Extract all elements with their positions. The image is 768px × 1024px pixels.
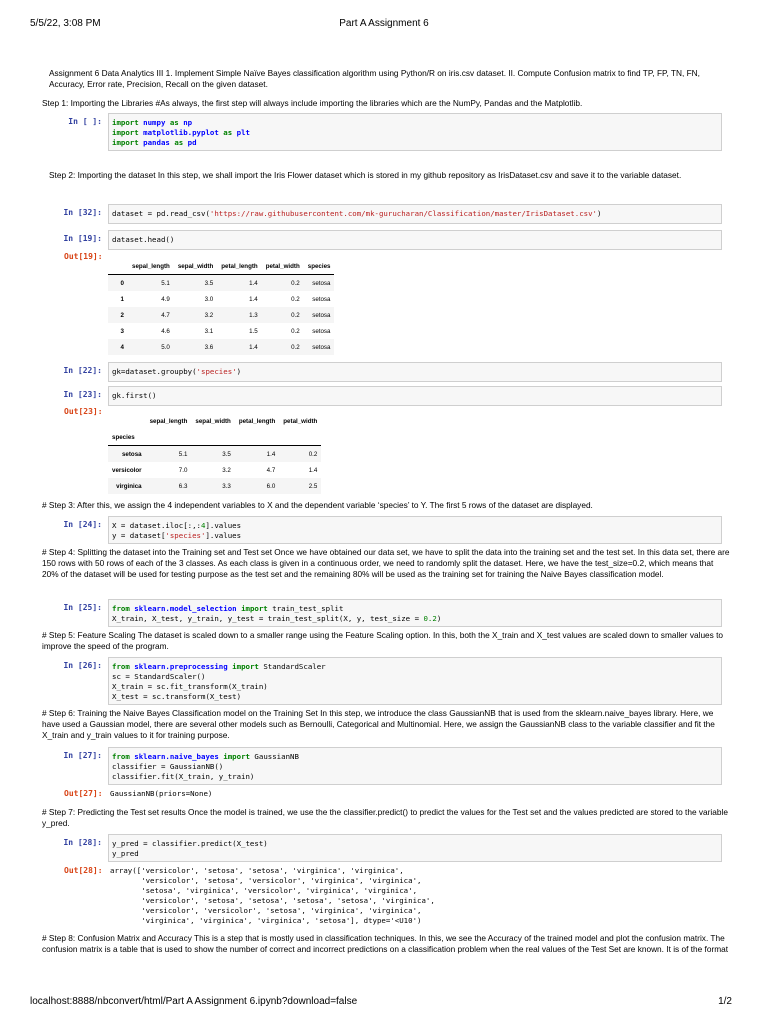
input-prompt: In [27]:	[63, 751, 102, 760]
code-line: y_pred = classifier.predict(X_test)	[112, 839, 268, 848]
code-text: ].values	[205, 531, 242, 540]
code-line: dataset.head()	[112, 235, 175, 244]
head-table-cell: setosa	[312, 327, 331, 335]
first-table-cell: 2.5	[308, 482, 318, 490]
head-table-col-header: petal_length	[221, 262, 258, 270]
first-table-cell: 1.4	[266, 450, 276, 458]
code-line	[112, 209, 718, 219]
head-table-cell: setosa	[312, 311, 331, 319]
head-table-cell: 4.6	[161, 327, 170, 335]
head-table-row-index: 0	[120, 279, 124, 287]
code-line: gk.first()	[112, 391, 157, 400]
code-cell-scaling[interactable]	[108, 657, 722, 705]
markdown-step8: # Step 8: Confusion Matrix and Accuracy This is a step that is mostly used in classification techniques. In this, we see the Accuracy of the trained model and plot the confusion matrix. The confusion matrix is a table that is used to show the number of correct and incorrect predictions on a classification problem when the real values of the Test Set are known. It is of the format	[42, 933, 729, 955]
keyword: import	[112, 128, 139, 137]
code-cell-xy[interactable]	[108, 516, 722, 544]
head-table-cell: 0.2	[291, 327, 300, 335]
code-text: y = dataset[	[112, 531, 166, 540]
head-table-cell: 1.4	[249, 295, 258, 303]
markdown-step1: Step 1: Importing the Libraries #As always, the first step will always include importing the libraries which are the NumPy, Pandas and the Matplotlib.	[42, 98, 583, 108]
code-line	[112, 128, 718, 138]
first-table-row	[108, 478, 321, 494]
head-table-cell: setosa	[312, 343, 331, 351]
head-table-cell: 0.2	[291, 311, 300, 319]
code-line	[112, 531, 718, 541]
code-line	[112, 604, 718, 614]
head-table-cell: 4.7	[161, 311, 170, 319]
head-dataframe	[108, 258, 334, 355]
input-prompt: In [19]:	[63, 234, 102, 243]
head-table-row-index: 3	[120, 327, 124, 335]
output-prompt: Out[27]:	[64, 789, 103, 798]
code-text: )	[236, 367, 242, 376]
output-prompt: Out[23]:	[64, 407, 103, 416]
head-table-cell: 3.1	[204, 327, 214, 335]
module: sklearn.model_selection	[134, 604, 237, 613]
head-table-cell: 5.0	[161, 343, 170, 351]
module: sklearn.naive_bayes	[134, 752, 219, 761]
code-text: gk=dataset.groupby(	[112, 367, 197, 376]
code-text: dataset = pd.read_csv(	[112, 209, 210, 218]
code-cell-read-csv[interactable]	[108, 204, 722, 224]
head-table-cell: 1.3	[249, 311, 258, 319]
code-line	[112, 521, 718, 531]
input-prompt: In [28]:	[63, 838, 102, 847]
code-line: X_test = sc.transform(X_test)	[112, 692, 242, 701]
input-prompt: In [25]:	[63, 603, 102, 612]
head-table-row-index: 1	[120, 295, 124, 303]
code-line: X_train = sc.fit_transform(X_train)	[112, 682, 268, 691]
markdown-intro: Assignment 6 Data Analytics III 1. Implement Simple Naïve Bayes classification algorithm using Python/R on iris.csv dataset. II. Compute Confusion matrix to find TP, FP, TN, FN, Accuracy, Error rate, Precision, Recall on the given dataset.	[49, 68, 700, 90]
module: pandas	[143, 138, 170, 147]
module: sklearn.preprocessing	[134, 662, 228, 671]
first-table-cell: 6.3	[178, 482, 188, 490]
head-table-row	[108, 275, 334, 292]
number-literal: 0.2	[423, 614, 437, 623]
first-table-cell: 6.0	[266, 482, 276, 490]
code-line: classifier = GaussianNB()	[112, 762, 224, 771]
head-table-cell: 5.1	[161, 279, 170, 287]
code-text: )	[597, 209, 602, 218]
head-table-cell: 1.4	[249, 343, 258, 351]
head-table-row	[108, 307, 334, 323]
head-table-cell: 3.5	[204, 279, 214, 287]
code-text: ].values	[205, 521, 242, 530]
output-text: GaussianNB(priors=None)	[110, 789, 213, 798]
string-literal: 'species'	[165, 531, 206, 540]
code-line: sc = StandardScaler()	[112, 672, 206, 681]
markdown-step6: # Step 6: Training the Naive Bayes Classification model on the Training Set In this step, we introduce the class GaussianNB that is used from the sklearn.naive_bayes library. Here, we have used a Gaussian model, there are several other models such as Bernoulli, Categorical and Multinomial. Here, we assign the GaussianNB class to the variable classifier and fit the X_train and y_train values to it for training purpose.	[42, 708, 715, 741]
input-prompt: In [26]:	[63, 661, 102, 670]
markdown-step4: # Step 4: Splitting the dataset into the Training set and Test set Once we have obtained our data set, we have to split the data into the training set and the test set. In this data set, there are 150 rows with 50 rows of each of the 3 classes. As each class is given in a continuous order, we need to randomly split the dataset. Here, we have the test_size=0.2, which means that 20% of the dataset will be used for testing purpose as the test set and the remaining 80% will be used as the training set for training the Naive Bayes classification model.	[42, 547, 730, 580]
first-table-col-header: petal_width	[283, 417, 318, 425]
code-text: GaussianNB	[254, 752, 299, 761]
first-table-row-index: versicolor	[112, 466, 142, 474]
alias: plt	[236, 128, 250, 137]
first-table-cell: 3.2	[222, 466, 231, 474]
keyword: import	[241, 604, 268, 613]
alias: pd	[187, 138, 197, 147]
code-line	[112, 367, 718, 377]
code-line	[112, 662, 718, 672]
module: numpy	[143, 118, 166, 127]
input-prompt: In [23]:	[63, 390, 102, 399]
head-table-cell: 3.0	[204, 295, 214, 303]
first-table-row-index: virginica	[116, 482, 142, 490]
keyword: import	[232, 662, 259, 671]
keyword: as	[169, 118, 179, 127]
page-number: 1/2	[718, 996, 732, 1007]
output-prompt: Out[28]:	[64, 866, 103, 875]
head-table-col-header: petal_width	[265, 262, 300, 270]
code-line	[112, 614, 718, 624]
head-table-col-header: sepal_length	[132, 262, 170, 270]
print-title: Part A Assignment 6	[339, 18, 429, 29]
code-cell-split[interactable]	[108, 599, 722, 627]
code-text: X = dataset.iloc[:,:	[112, 521, 201, 530]
head-table-cell: 4.9	[161, 295, 170, 303]
head-table-cell: 1.4	[249, 279, 258, 287]
input-prompt: In [ ]:	[68, 117, 102, 126]
first-table-cell: 5.1	[178, 450, 188, 458]
output-prompt: Out[19]:	[64, 252, 103, 261]
head-table-cell: 3.6	[204, 343, 214, 351]
markdown-step5: # Step 5: Feature Scaling The dataset is scaled down to a smaller range using the Feature Scaling option. In this, both the X_train and X_test values are scaled down to smaller values to improve the speed of the program.	[42, 630, 724, 652]
output-array: array(['versicolor', 'setosa', 'setosa', 'virginica', 'virginica', 'versicolor', 'setosa', 'versicolor', 'virginica', 'virginica', 'setosa', 'virginica', 'versicolor', 'virginica', 'virginica', 'versicolor', 'setosa', 'setosa', 'setosa', 'setosa', 'virginica', 'versicolor', 'versicolor', 'setosa', 'virginica', 'virginica', 'virginica', 'virginica', 'virginica', 'setosa'], dtype='<U10')	[110, 866, 435, 925]
code-line: classifier.fit(X_train, y_train)	[112, 772, 255, 781]
code-line	[112, 138, 718, 148]
head-table-cell: setosa	[312, 279, 331, 287]
head-table-cell: 3.2	[204, 311, 214, 319]
first-table-cell: 3.5	[222, 450, 231, 458]
first-table-col-header: sepal_length	[149, 417, 188, 425]
string-literal: 'species'	[196, 367, 237, 376]
code-cell-groupby[interactable]	[108, 362, 722, 382]
head-table-cell: setosa	[312, 295, 331, 303]
head-table-row	[108, 291, 334, 307]
code-text: train_test_split	[272, 604, 344, 613]
code-cell-head[interactable]	[108, 230, 722, 250]
first-table-row-index: setosa	[121, 450, 142, 458]
code-text: StandardScaler	[263, 662, 326, 671]
head-table-cell: 1.5	[249, 327, 258, 335]
head-table-row	[108, 323, 334, 339]
head-table-row-index: 2	[120, 311, 124, 319]
keyword: as	[223, 128, 233, 137]
keyword: import	[223, 752, 250, 761]
code-cell-first[interactable]	[108, 386, 722, 406]
keyword: from	[112, 662, 130, 671]
first-table-cell: 7.0	[178, 466, 188, 474]
markdown-step3: # Step 3: After this, we assign the 4 independent variables to X and the dependent variable ‘species’ to Y. The first 5 rows of the dataset are displayed.	[42, 500, 593, 510]
head-table-row-index: 4	[120, 343, 124, 351]
alias: np	[183, 118, 193, 127]
module: matplotlib.pyplot	[143, 128, 219, 137]
keyword: from	[112, 752, 130, 761]
print-url: localhost:8888/nbconvert/html/Part A Assignment 6.ipynb?download=false	[30, 996, 358, 1007]
code-text: X_train, X_test, y_train, y_test = train_test_split(X, y, test_size =	[112, 614, 424, 623]
head-table-cell: 0.2	[291, 295, 300, 303]
head-table-col-header	[108, 258, 128, 275]
code-cell-train[interactable]	[108, 747, 722, 785]
first-table-cell: 4.7	[266, 466, 276, 474]
code-cell-predict[interactable]	[108, 834, 722, 862]
first-table-col-header: sepal_width	[195, 417, 231, 425]
head-table-col-header: sepal_width	[177, 262, 214, 270]
head-table-row	[108, 339, 334, 355]
code-text: )	[436, 614, 442, 623]
code-cell-imports[interactable]	[108, 113, 722, 151]
print-datetime: 5/5/22, 3:08 PM	[30, 18, 101, 29]
code-line: y_pred	[112, 849, 139, 858]
code-line	[112, 752, 718, 762]
markdown-step7: # Step 7: Predicting the Test set results Once the model is trained, we use the the classifier.predict() to predict the values for the Test set and the values predicted are stored to the variable y_pred.	[42, 807, 728, 829]
head-table-col-header: species	[307, 262, 331, 270]
code-line	[112, 118, 718, 128]
head-table-cell: 0.2	[291, 279, 300, 287]
string-literal: 'https://raw.githubusercontent.com/mk-gurucharan/Classification/master/IrisDataset.csv'	[209, 209, 598, 218]
keyword: import	[112, 138, 139, 147]
first-table-col-header: petal_length	[238, 417, 276, 425]
first-table-cell: 3.3	[222, 482, 231, 490]
keyword: import	[112, 118, 139, 127]
first-table-row	[108, 462, 321, 478]
input-prompt: In [32]:	[63, 208, 102, 217]
input-prompt: In [22]:	[63, 366, 102, 375]
first-table-row	[108, 446, 321, 463]
keyword: from	[112, 604, 130, 613]
keyword: as	[174, 138, 184, 147]
index-name: species	[112, 433, 135, 441]
first-table-cell: 1.4	[308, 466, 318, 474]
first-table-col-header	[108, 413, 146, 429]
first-table-cell: 0.2	[308, 450, 318, 458]
input-prompt: In [24]:	[63, 520, 102, 529]
number-literal: 4	[201, 521, 206, 530]
markdown-step2: Step 2: Importing the dataset In this step, we shall import the Iris Flower dataset which is stored in my github repository as IrisDataset.csv and save it to the variable dataset.	[49, 170, 682, 180]
head-table-cell: 0.2	[291, 343, 300, 351]
first-dataframe	[108, 413, 321, 494]
